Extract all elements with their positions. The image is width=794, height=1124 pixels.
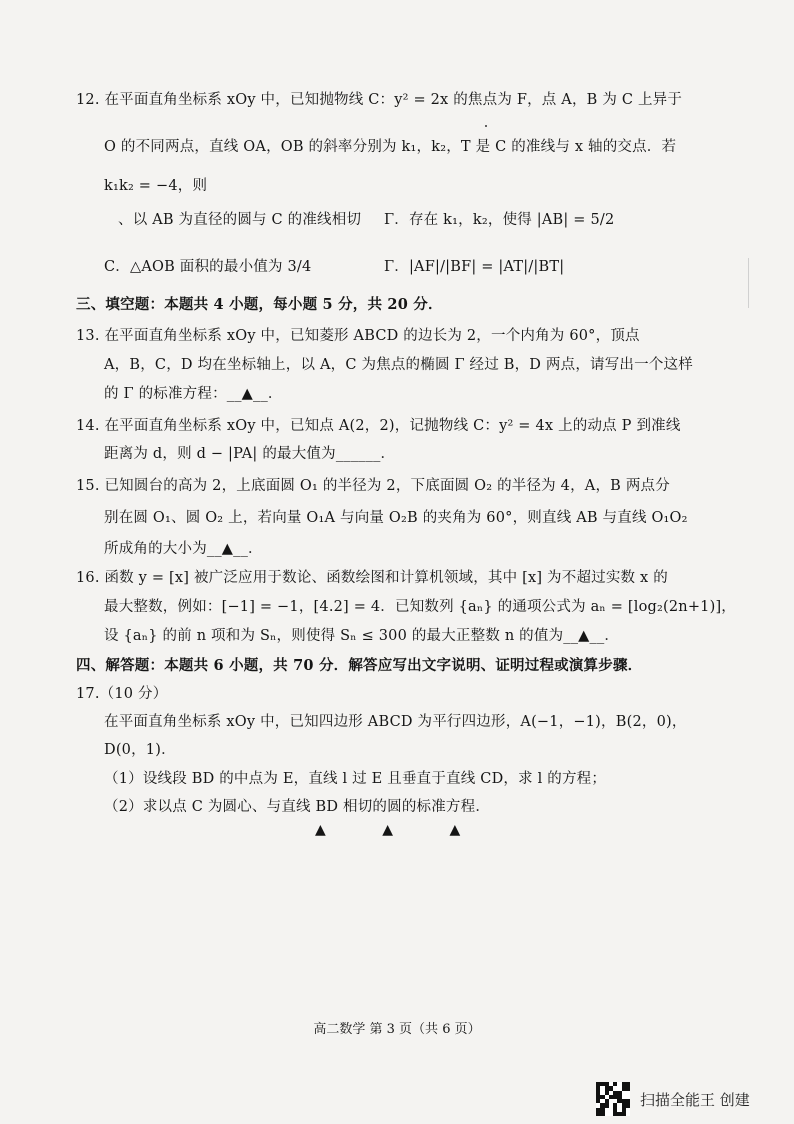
section-3-heading: 三、填空题：本题共 4 小题，每小题 5 分，共 20 分． <box>76 296 443 313</box>
q13-line-2: A，B，C，D 均在坐标轴上，以 A，C 为焦点的椭圆 Γ 经过 B，D 两点，请写出一个这样 <box>104 357 693 373</box>
q17-part-1: （1）设线段 BD 的中点为 E，直线 l 过 E 且垂直于直线 CD，求 l 的方程； <box>104 771 607 787</box>
q15-line-1: 15. 已知圆台的高为 2，上底面圆 O₁ 的半径为 2，下底面圆 O₂ 的半径为 4，A，B 两点分 <box>76 478 670 494</box>
qr-code-icon <box>596 1082 630 1116</box>
q17-heading: 17.（10 分） <box>76 686 168 702</box>
scanner-watermark <box>596 1082 750 1116</box>
end-marks <box>315 822 512 838</box>
q15-line-2: 别在圆 O₁、圆 O₂ 上，若向量 O₁A 与向量 O₂B 的夹角为 60°，则直线 AB 与直线 O₁O₂ <box>104 510 688 526</box>
q14-line-1: 14. 在平面直角坐标系 xOy 中，已知点 A(2，2)，记抛物线 C：y² = 4x 上的动点 P 到准线 <box>76 418 681 434</box>
speck <box>485 125 487 127</box>
section-4-heading: 四、解答题：本题共 6 小题，共 70 分．解答应写出文字说明、证明过程或演算步骤． <box>76 657 643 674</box>
q12-line-1: 12. 在平面直角坐标系 xOy 中，已知抛物线 C：y² = 2x 的焦点为 F，点 A，B 为 C 上异于 <box>76 92 683 108</box>
q12-line-3: k₁k₂ = −4，则 <box>104 178 208 194</box>
q15-line-3: 所成角的大小为__▲__． <box>104 541 263 557</box>
q12-option-d: Γ．|AF|/|BF| = |AT|/|BT| <box>384 259 565 275</box>
q12-line-2: O 的不同两点，直线 OA，OB 的斜率分别为 k₁，k₂，T 是 C 的准线与 x 轴的交点．若 <box>104 139 677 155</box>
triangle-mark: ▲ <box>382 822 394 838</box>
q16-line-3: 设 {aₙ} 的前 n 项和为 Sₙ，则使得 Sₙ ≤ 300 的最大正整数 n 的值为__▲__． <box>104 628 620 644</box>
q13-line-1: 13. 在平面直角坐标系 xOy 中，已知菱形 ABCD 的边长为 2，一个内角为 60°，顶点 <box>76 328 640 344</box>
q12-option-c: C．△AOB 面积的最小值为 3/4 <box>104 259 312 275</box>
q16-line-2: 最大整数，例如：[−1] = −1，[4.2] = 4．已知数列 {aₙ} 的通项公式为 aₙ = [log₂(2n+1)]， <box>104 599 737 615</box>
q12-option-a: 、以 AB 为直径的圆与 C 的准线相切 <box>118 212 362 228</box>
triangle-mark: ▲ <box>315 822 326 838</box>
q12-option-b: Γ．存在 k₁，k₂，使得 |AB| = 5/2 <box>384 212 615 228</box>
q14-line-2: 距离为 d，则 d − |PA| 的最大值为______． <box>104 446 396 462</box>
triangle-mark: ▲ <box>449 822 461 838</box>
scan-artifact-line <box>748 258 749 308</box>
watermark-text: 扫描全能王 创建 <box>640 1090 750 1109</box>
page-footer: 高二数学 第 3 页（共 6 页） <box>313 1022 481 1037</box>
q17-line-1: 在平面直角坐标系 xOy 中，已知四边形 ABCD 为平行四边形，A(−1，−1)，B(2，0)， <box>104 714 687 730</box>
q16-line-1: 16. 函数 y = [x] 被广泛应用于数论、函数绘图和计算机领域，其中 [x] 为不超过实数 x 的 <box>76 570 668 586</box>
q17-line-2: D(0，1)． <box>104 742 176 758</box>
q17-part-2: （2）求以点 C 为圆心、与直线 BD 相切的圆的标准方程． <box>104 799 491 815</box>
q13-line-3: 的 Γ 的标准方程：__▲__． <box>104 386 283 402</box>
